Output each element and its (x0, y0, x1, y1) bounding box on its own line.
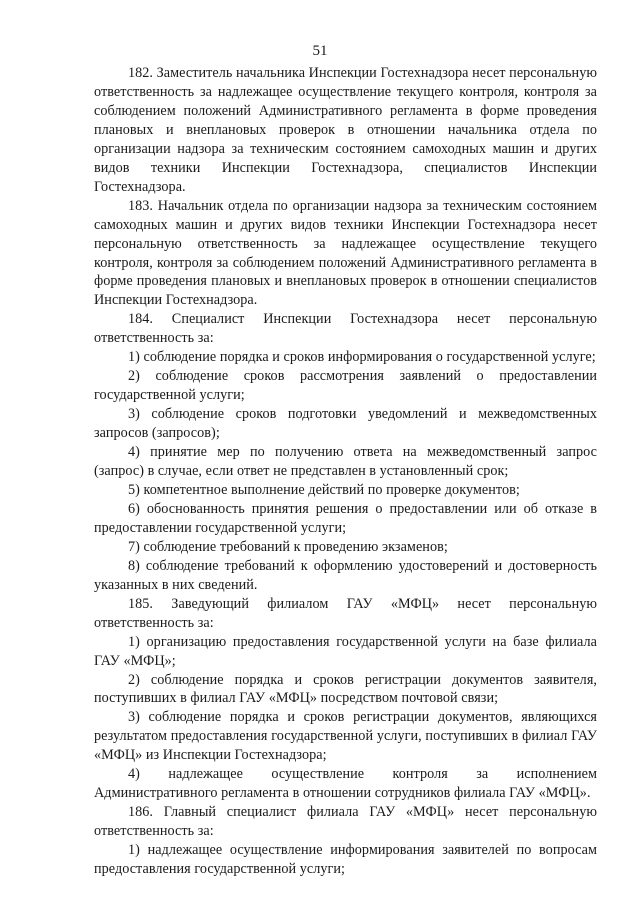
list-item-184-6: 6) обоснованность принятия решения о предоставлении или об отказе в предоставлении государственной услуги; (94, 500, 597, 536)
list-item-184-5: 5) компетентное выполнение действий по проверке документов; (128, 481, 520, 498)
paragraph-186: 186. Главный специалист филиала ГАУ «МФЦ» несет персональную ответственность за: (94, 804, 597, 840)
list-item-184-7: 7) соблюдение требований к проведению экзаменов; (128, 538, 448, 555)
document-body (94, 64, 597, 879)
paragraph-182: 182. Заместитель начальника Инспекции Гостехнадзора несет персональную ответственность за надлежащее осуществление текущего контроля, контроля за соблюдением положений Административного регламента в форме проведения плановых и внеплановых проверок в отношении начальника отдела по организации надзора за техническим состоянием самоходных машин и других видов техники Инспекции Гостехнадзора, специалистов Инспекции Гостехнадзора. (94, 65, 597, 195)
paragraph-185: 185. Заведующий филиалом ГАУ «МФЦ» несет персональную ответственность за: (94, 595, 597, 631)
list-item-185-2: 2) соблюдение порядка и сроков регистрации документов заявителя, поступивших в филиал ГАУ «МФЦ» посредством почтовой связи; (94, 671, 597, 707)
list-item-184-3: 3) соблюдение сроков подготовки уведомлений и межведомственных запросов (запросов); (94, 406, 597, 442)
list-item-185-1: 1) организацию предоставления государственной услуги на базе филиала ГАУ «МФЦ»; (94, 633, 597, 669)
list-item-185-4: 4) надлежащее осуществление контроля за исполнением Административного регламента в отношении сотрудников филиала ГАУ «МФЦ». (94, 766, 597, 802)
page-number: 51 (312, 43, 328, 59)
list-item-184-2: 2) соблюдение сроков рассмотрения заявлений о предоставлении государственной услуги; (94, 368, 597, 404)
list-item-185-3: 3) соблюдение порядка и сроков регистрации документов, являющихся результатом предоставления государственной услуги, поступивших в филиал ГАУ «МФЦ» из Инспекции Гостехнадзора; (94, 709, 597, 764)
paragraph-184: 184. Специалист Инспекции Гостехнадзора несет персональную ответственность за: (94, 311, 597, 347)
list-item-184-8: 8) соблюдение требований к оформлению удостоверений и достоверность указанных в них сведений. (94, 557, 597, 593)
list-item-184-4: 4) принятие мер по получению ответа на межведомственный запрос (запрос) в случае, если ответ не представлен в установленный срок; (94, 444, 597, 480)
paragraph-183: 183. Начальник отдела по организации надзора за техническим состоянием самоходных машин и других видов техники Инспекции Гостехнадзора несет персональную ответственность за надлежащее осуществление текущего контроля, контроля за соблюдением положений Административного регламента в форме проведения плановых и внеплановых проверок в отношении специалистов Инспекции Гостехнадзора. (94, 197, 597, 309)
list-item-186-1: 1) надлежащее осуществление информирования заявителей по вопросам предоставления государственной услуги; (94, 842, 597, 878)
list-item-184-1: 1) соблюдение порядка и сроков информирования о государственной услуге; (128, 349, 596, 366)
